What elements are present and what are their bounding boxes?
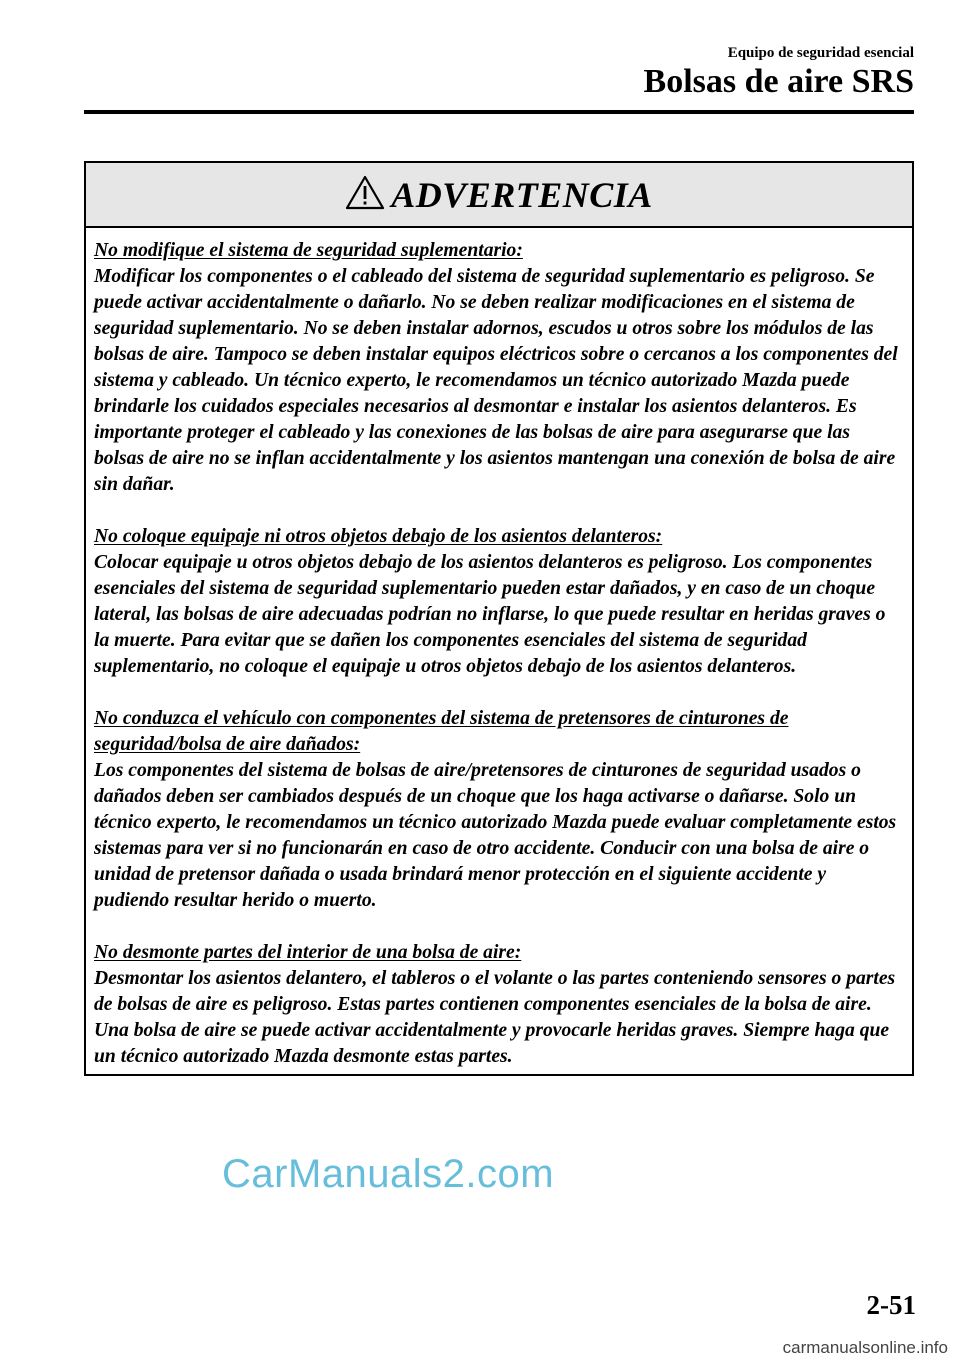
warning-section bbox=[94, 706, 900, 914]
section-heading: No desmonte partes del interior de una bolsa de aire: bbox=[94, 942, 522, 963]
warning-box bbox=[84, 161, 914, 1076]
warning-section bbox=[94, 940, 900, 1070]
section-heading: No modifique el sistema de seguridad suplementario: bbox=[94, 240, 523, 261]
warning-triangle-icon bbox=[345, 175, 385, 211]
chapter-title: Bolsas de aire SRS bbox=[643, 63, 914, 100]
warning-section bbox=[94, 524, 900, 680]
section-name: Equipo de seguridad esencial bbox=[727, 45, 914, 61]
section-text: Desmontar los asientos delantero, el tableros o el volante o las partes conteniendo sensores o partes de bolsas de aire es peligroso. Estas partes contienen componentes esenciales de la bolsa de aire. Una bolsa de aire se puede activar accidentalmente y provocarle heridas graves. Siempre haga que un técnico autorizado Mazda desmonte estas partes. bbox=[94, 968, 896, 1067]
watermark: CarManuals2.com bbox=[222, 1152, 555, 1196]
section-text: Los componentes del sistema de bolsas de aire/pretensores de cinturones de seguridad usados o dañados deben ser cambiados después de un choque que los haga activarse o dañarse. Solo un técnico experto, le recomendamos un técnico autorizado Mazda puede evaluar completamente estos sistemas para ver si no funcionarán en caso de otro accidente. Conducir con una bolsa de aire o unidad de pretensor dañada o usada brindará menor protección en el siguiente accidente y pudiendo resultar herido o muerto. bbox=[94, 760, 897, 911]
footer-url[interactable]: carmanualsonline.info bbox=[782, 1338, 948, 1357]
page-number: 2-51 bbox=[866, 1290, 916, 1320]
warning-section bbox=[94, 238, 900, 498]
warning-header bbox=[86, 163, 912, 228]
section-heading: No conduzca el vehículo con componentes del sistema de pretensores de cinturones de seguridad/bolsa de aire dañados: bbox=[94, 708, 789, 755]
section-text: Modificar los componentes o el cableado del sistema de seguridad suplementario es peligroso. Se puede activar accidentalmente o dañarlo. No se deben realizar modificaciones en el sistema de seguridad suplementario. No se deben instalar adornos, escudos u otros sobre los módulos de las bolsas de aire. Tampoco se deben instalar equipos eléctricos sobre o cercanos a los componentes del sistema y cableado. Un técnico experto, le recomendamos un técnico autorizado Mazda puede brindarle los cuidados especiales necesarios al desmontar e instalar los asientos delanteros. Es importante proteger el cableado y las conexiones de las bolsas de aire para asegurarse que las bolsas de aire no se inflan accidentalmente y los asientos mantengan una conexión de bolsa de aire sin dañar. bbox=[94, 266, 898, 495]
warning-title: ADVERTENCIA bbox=[391, 174, 653, 215]
section-heading: No coloque equipaje ni otros objetos debajo de los asientos delanteros: bbox=[94, 526, 663, 547]
header-rule bbox=[84, 110, 914, 114]
page-header bbox=[644, 44, 914, 102]
section-text: Colocar equipaje u otros objetos debajo de los asientos delanteros es peligroso. Los componentes esenciales del sistema de seguridad suplementario pueden estar dañados, y en caso de un choque lateral, las bolsas de aire adecuadas podrían no inflarse, lo que puede resultar en heridas graves o la muerte. Para evitar que se dañen los componentes esenciales del sistema de seguridad suplementario, no coloque el equipaje u otros objetos debajo de los asientos delanteros. bbox=[94, 552, 886, 677]
warning-body bbox=[86, 228, 912, 1074]
